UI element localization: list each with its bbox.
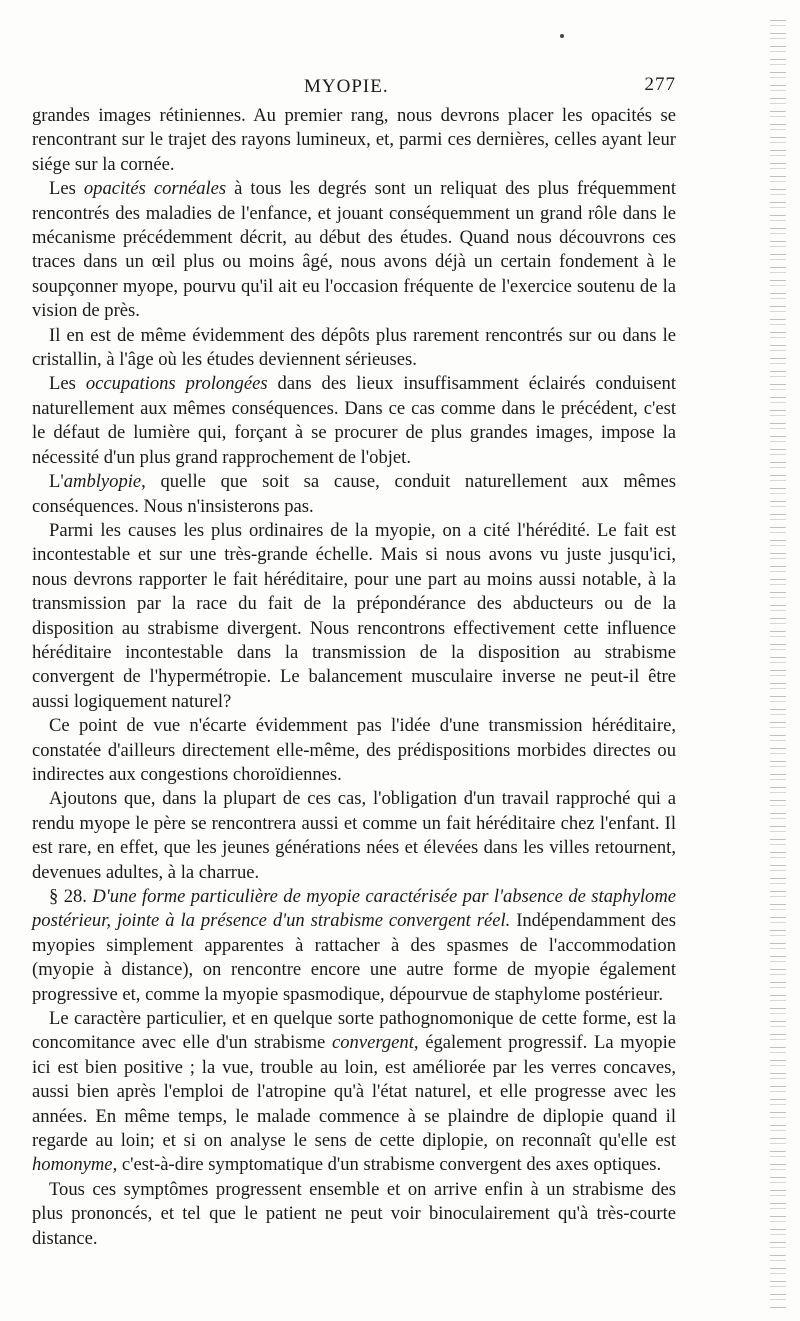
italic-term: opacités cornéales <box>83 178 227 200</box>
paragraph-text: à tous les degrés sont un reliquat des plus fréquemment rencontrés des maladies de l'enfance, et jouant conséquemment un grand rôle dans le mécanisme précédemment décrit, au début des études. Quand nous découvrons ces traces dans un œil plus ou moins âgé, nous avons déjà un certain fondement à le soupçonner myope, pourvu qu'il ait eu l'occasion fréquente de l'exercice soutenu de la vision de près. <box>32 178 676 322</box>
paragraph-text: , quelle que soit sa cause, conduit naturellement aux mêmes conséquences. Nous n'insisterons pas. <box>32 471 676 517</box>
paragraph-text: Indépendamment des myopies simplement apparentes à rattacher à des spasmes de l'accommodation (myopie à distance), on rencontre encore une autre forme de myopie également progressive et, comme la myopie spasmodique, dépourvue de staphylome postérieur. <box>32 910 676 1005</box>
paragraph-text: L' <box>49 471 64 493</box>
paragraph-text: grandes images rétiniennes. Au premier rang, nous devrons placer les opacités se rencontrant sur le trajet des rayons lumineux, et, parmi ces dernières, celles ayant leur siége sur la cornée. <box>32 105 676 175</box>
book-page <box>32 70 676 1251</box>
paragraph-text: Tous ces symptômes progressent ensemble et on arrive enfin à un strabisme des plus prononcés, et tel que le patient ne peut voir binoculairement qu'à très-courte distance. <box>32 1178 676 1249</box>
italic-term: occupations prolongées <box>85 373 268 395</box>
section-heading: D'une forme particulière de myopie caractérisée par l'absence de staphylome postérieur, jointe à la présence d'un strabisme convergent réel. <box>32 886 676 932</box>
italic-term: amblyopie <box>63 471 142 493</box>
paragraph-text: , c'est-à-dire symptomatique d'un strabisme convergent des axes optiques. <box>112 1154 662 1176</box>
paragraph-text: Le caractère particulier, et en quelque sorte pathognomonique de cette forme, est la concomitance avec elle d'un strabisme <box>32 1008 676 1054</box>
italic-term: convergent <box>331 1032 414 1054</box>
paragraph <box>32 519 676 714</box>
paragraph-text: Les <box>49 373 86 395</box>
paragraph-text: Il en est de même évidemment des dépôts plus rarement rencontrés sur ou dans le cristallin, à l'âge où les études deviennent sérieuses. <box>32 324 676 371</box>
section-paragraph <box>32 885 676 1007</box>
italic-term: homonyme <box>32 1154 113 1176</box>
paragraph <box>32 1007 676 1178</box>
section-number: § 28. <box>49 886 93 907</box>
paragraph-text: Les <box>49 178 84 200</box>
paragraph <box>32 177 676 323</box>
paragraph-text: dans des lieux insuffisamment éclairés conduisent naturellement aux mêmes conséquences. Dans ce cas comme dans le précédent, c'est le défaut de lumière qui, forçant à se procurer de plus grandes images, impose la nécessité d'un plus grand rapprochement de l'objet. <box>32 373 676 468</box>
running-title: MYOPIE. <box>304 76 389 97</box>
page-number: 277 <box>644 74 676 95</box>
paragraph <box>32 324 676 373</box>
running-header <box>32 70 676 104</box>
body-text <box>32 104 676 1251</box>
paragraph <box>32 470 676 519</box>
paragraph <box>32 787 676 885</box>
ink-speck <box>560 34 564 38</box>
paragraph-text: Parmi les causes les plus ordinaires de la myopie, on a cité l'hérédité. Le fait est incontestable et sur une très-grande échelle. Mais si nous avons vu juste jusqu'ici, nous devrons rapporter le fait héréditaire, pour une part au moins aussi notable, à la transmission par la race du fait de la prépondérance des abducteurs ou de la disposition au strabisme divergent. Nous rencontrons effectivement cette influence héréditaire incontestable dans la transmission de la disposition au strabisme convergent de l'hypermétropie. Le balancement musculaire inverse ne peut-il être aussi logiquement naturel? <box>32 519 676 712</box>
paragraph <box>32 372 676 470</box>
scan-edge-marks <box>770 20 786 1310</box>
paragraph <box>32 714 676 787</box>
paragraph <box>32 1178 676 1251</box>
paragraph <box>32 104 676 177</box>
paragraph-text: Ce point de vue n'écarte évidemment pas l'idée d'une transmission héréditaire, constatée d'ailleurs directement elle-même, des prédispositions morbides directes ou indirectes aux congestions choroïdiennes. <box>32 715 676 785</box>
paragraph-text: Ajoutons que, dans la plupart de ces cas, l'obligation d'un travail rapproché qui a rendu myope le père se rencontrera aussi et comme un fait héréditaire chez l'enfant. Il est rare, en effet, que les jeunes générations nées et élevées dans les villes retournent, devenues adultes, à la charrue. <box>32 788 676 883</box>
paragraph-text: , également progressif. La myopie ici est bien positive ; la vue, trouble au loin, est améliorée par les verres concaves, aussi bien après l'emploi de l'atropine qu'à l'état naturel, et elle progresse avec les années. En même temps, le malade commence à se plaindre de diplopie quand il regarde au loin; et si on analyse le sens de cette diplopie, on reconnaît qu'elle est <box>32 1032 677 1152</box>
